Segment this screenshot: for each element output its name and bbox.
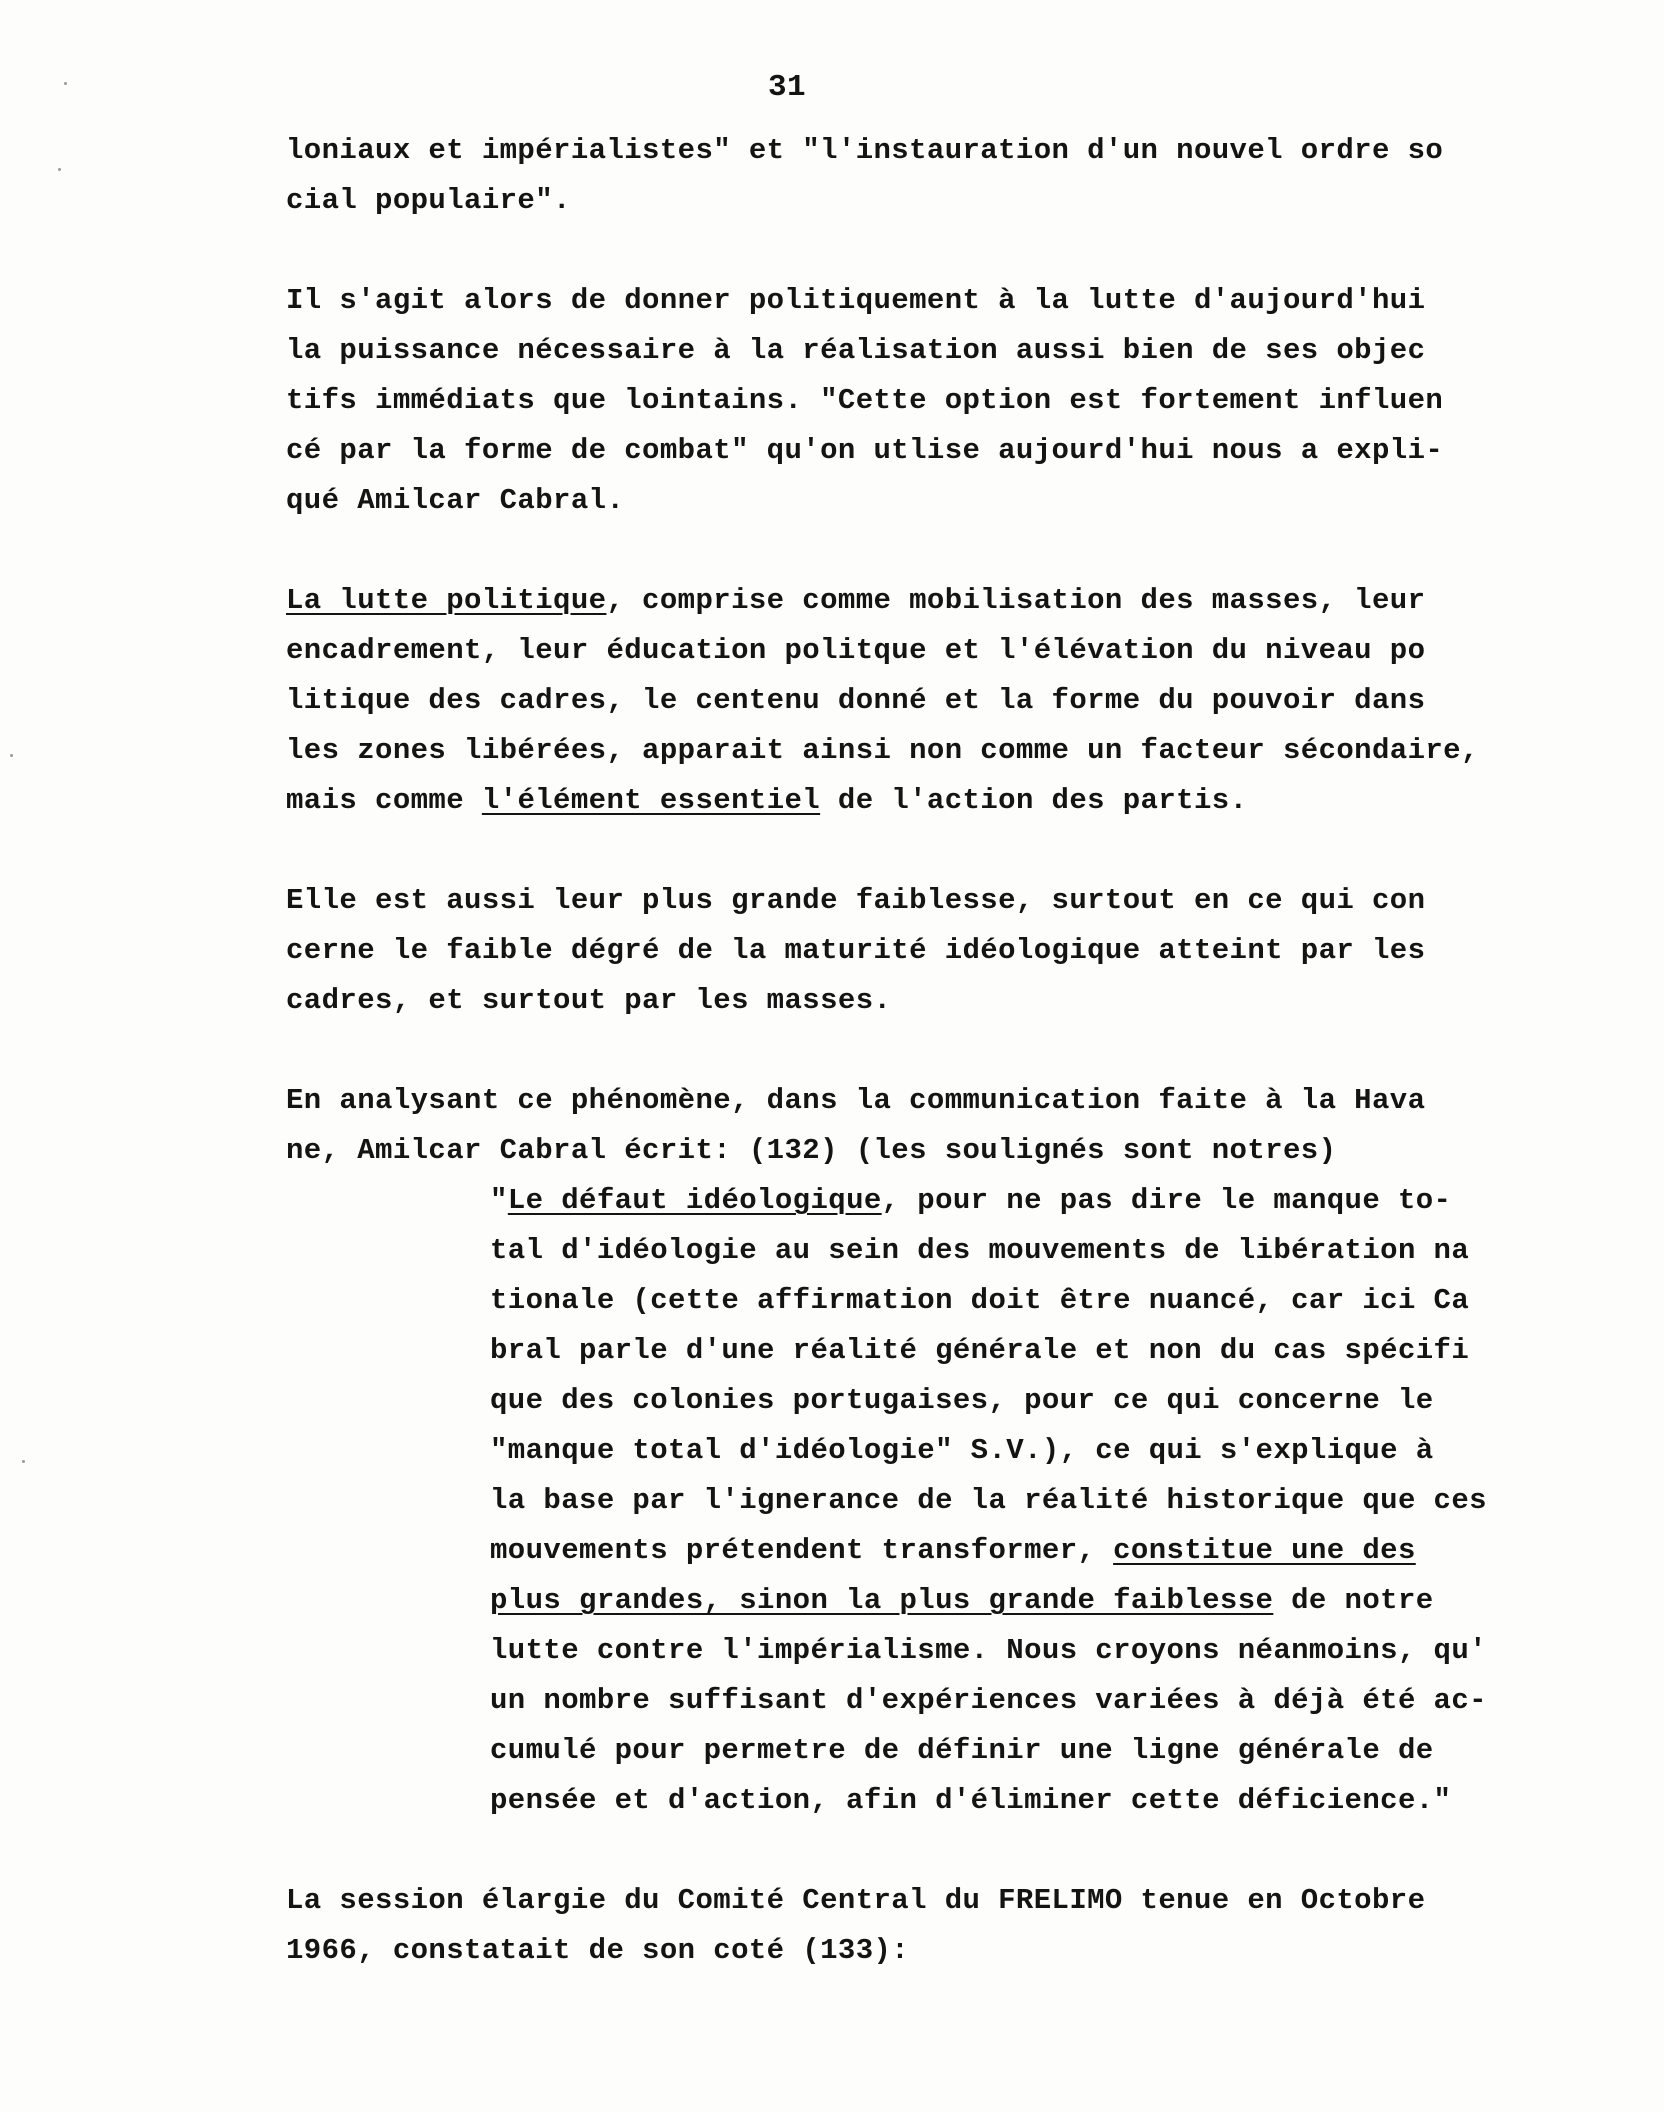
text-run: , pour ne pas dire le manque to- <box>881 1184 1452 1217</box>
text-line: cerne le faible dégré de la maturité idéologique atteint par les <box>286 934 1426 967</box>
underlined-phrase: constitue une des <box>1113 1534 1416 1567</box>
text-line: lutte contre l'impérialisme. Nous croyons néanmoins, qu' <box>490 1634 1487 1667</box>
underlined-phrase: La lutte politique <box>286 584 607 617</box>
text-line: tifs immédiats que lointains. "Cette option est fortement influen <box>286 384 1444 417</box>
block-quote-cabral <box>490 1176 1620 1826</box>
text-line: La session élargie du Comité Central du FRELIMO tenue en Octobre <box>286 1884 1426 1917</box>
text-line <box>490 1576 1620 1626</box>
scan-speck <box>58 168 61 171</box>
paragraph-frelimo-session <box>286 1876 1616 1976</box>
text-line: cumulé pour permetre de définir une ligne générale de <box>490 1734 1434 1767</box>
text-line: cé par la forme de combat" qu'on utlise aujourd'hui nous a expli- <box>286 434 1444 467</box>
text-line: "manque total d'idéologie" S.V.), ce qui s'explique à <box>490 1434 1434 1467</box>
text-run: mais comme <box>286 784 482 817</box>
text-line: un nombre suffisant d'expériences variées à déjà été ac- <box>490 1684 1487 1717</box>
text-run: " <box>490 1184 508 1217</box>
text-line: tionale (cette affirmation doit être nuancé, car ici Ca <box>490 1284 1470 1317</box>
page-number: 31 <box>768 70 807 105</box>
underlined-phrase: plus grandes, sinon la plus grande faiblesse <box>490 1584 1274 1617</box>
text-line: cial populaire". <box>286 184 571 217</box>
text-line: loniaux et impérialistes" et "l'instauration d'un nouvel ordre so <box>286 134 1444 167</box>
text-line: En analysant ce phénomène, dans la communication faite à la Hava <box>286 1084 1426 1117</box>
text-line: bral parle d'une réalité générale et non du cas spécifi <box>490 1334 1470 1367</box>
text-line: la puissance nécessaire à la réalisation aussi bien de ses objec <box>286 334 1426 367</box>
text-run: , comprise comme mobilisation des masses, leur <box>606 584 1426 617</box>
text-line <box>286 776 1616 826</box>
text-run: de notre <box>1273 1584 1434 1617</box>
underlined-phrase: l'élément essentiel <box>481 784 821 817</box>
text-line: que des colonies portugaises, pour ce qui concerne le <box>490 1384 1434 1417</box>
text-line: Il s'agit alors de donner politiquement à la lutte d'aujourd'hui <box>286 284 1426 317</box>
text-line: ne, Amilcar Cabral écrit: (132) (les soulignés sont notres) <box>286 1134 1337 1167</box>
paragraph-quote-intro <box>286 1076 1616 1176</box>
text-line: 1966, constatait de son coté (133): <box>286 1934 910 1967</box>
text-line: tal d'idéologie au sein des mouvements de libération na <box>490 1234 1470 1267</box>
text-line <box>286 576 1616 626</box>
text-line <box>490 1526 1620 1576</box>
text-run: mouvements prétendent transformer, <box>490 1534 1114 1567</box>
paragraph-weakness <box>286 876 1616 1026</box>
text-line: la base par l'ignerance de la réalité historique que ces <box>490 1484 1487 1517</box>
scan-speck <box>64 82 67 85</box>
text-line <box>490 1176 1620 1226</box>
scan-speck <box>22 1460 25 1463</box>
paragraph-political-struggle <box>286 276 1616 526</box>
text-line: cadres, et surtout par les masses. <box>286 984 892 1017</box>
text-run: de l'action des partis. <box>820 784 1248 817</box>
paragraph-political-mobilisation <box>286 576 1616 826</box>
text-line: litique des cadres, le centenu donné et la forme du pouvoir dans <box>286 684 1426 717</box>
text-line: qué Amilcar Cabral. <box>286 484 625 517</box>
text-line: les zones libérées, apparait ainsi non comme un facteur sécondaire, <box>286 734 1479 767</box>
text-line: encadrement, leur éducation politque et l'élévation du niveau po <box>286 634 1426 667</box>
scan-speck <box>10 754 13 757</box>
text-line: Elle est aussi leur plus grande faiblesse, surtout en ce qui con <box>286 884 1426 917</box>
text-line: pensée et d'action, afin d'éliminer cette déficience." <box>490 1784 1452 1817</box>
underlined-phrase: Le défaut idéologique <box>507 1184 882 1217</box>
paragraph-continuation <box>286 126 1616 226</box>
